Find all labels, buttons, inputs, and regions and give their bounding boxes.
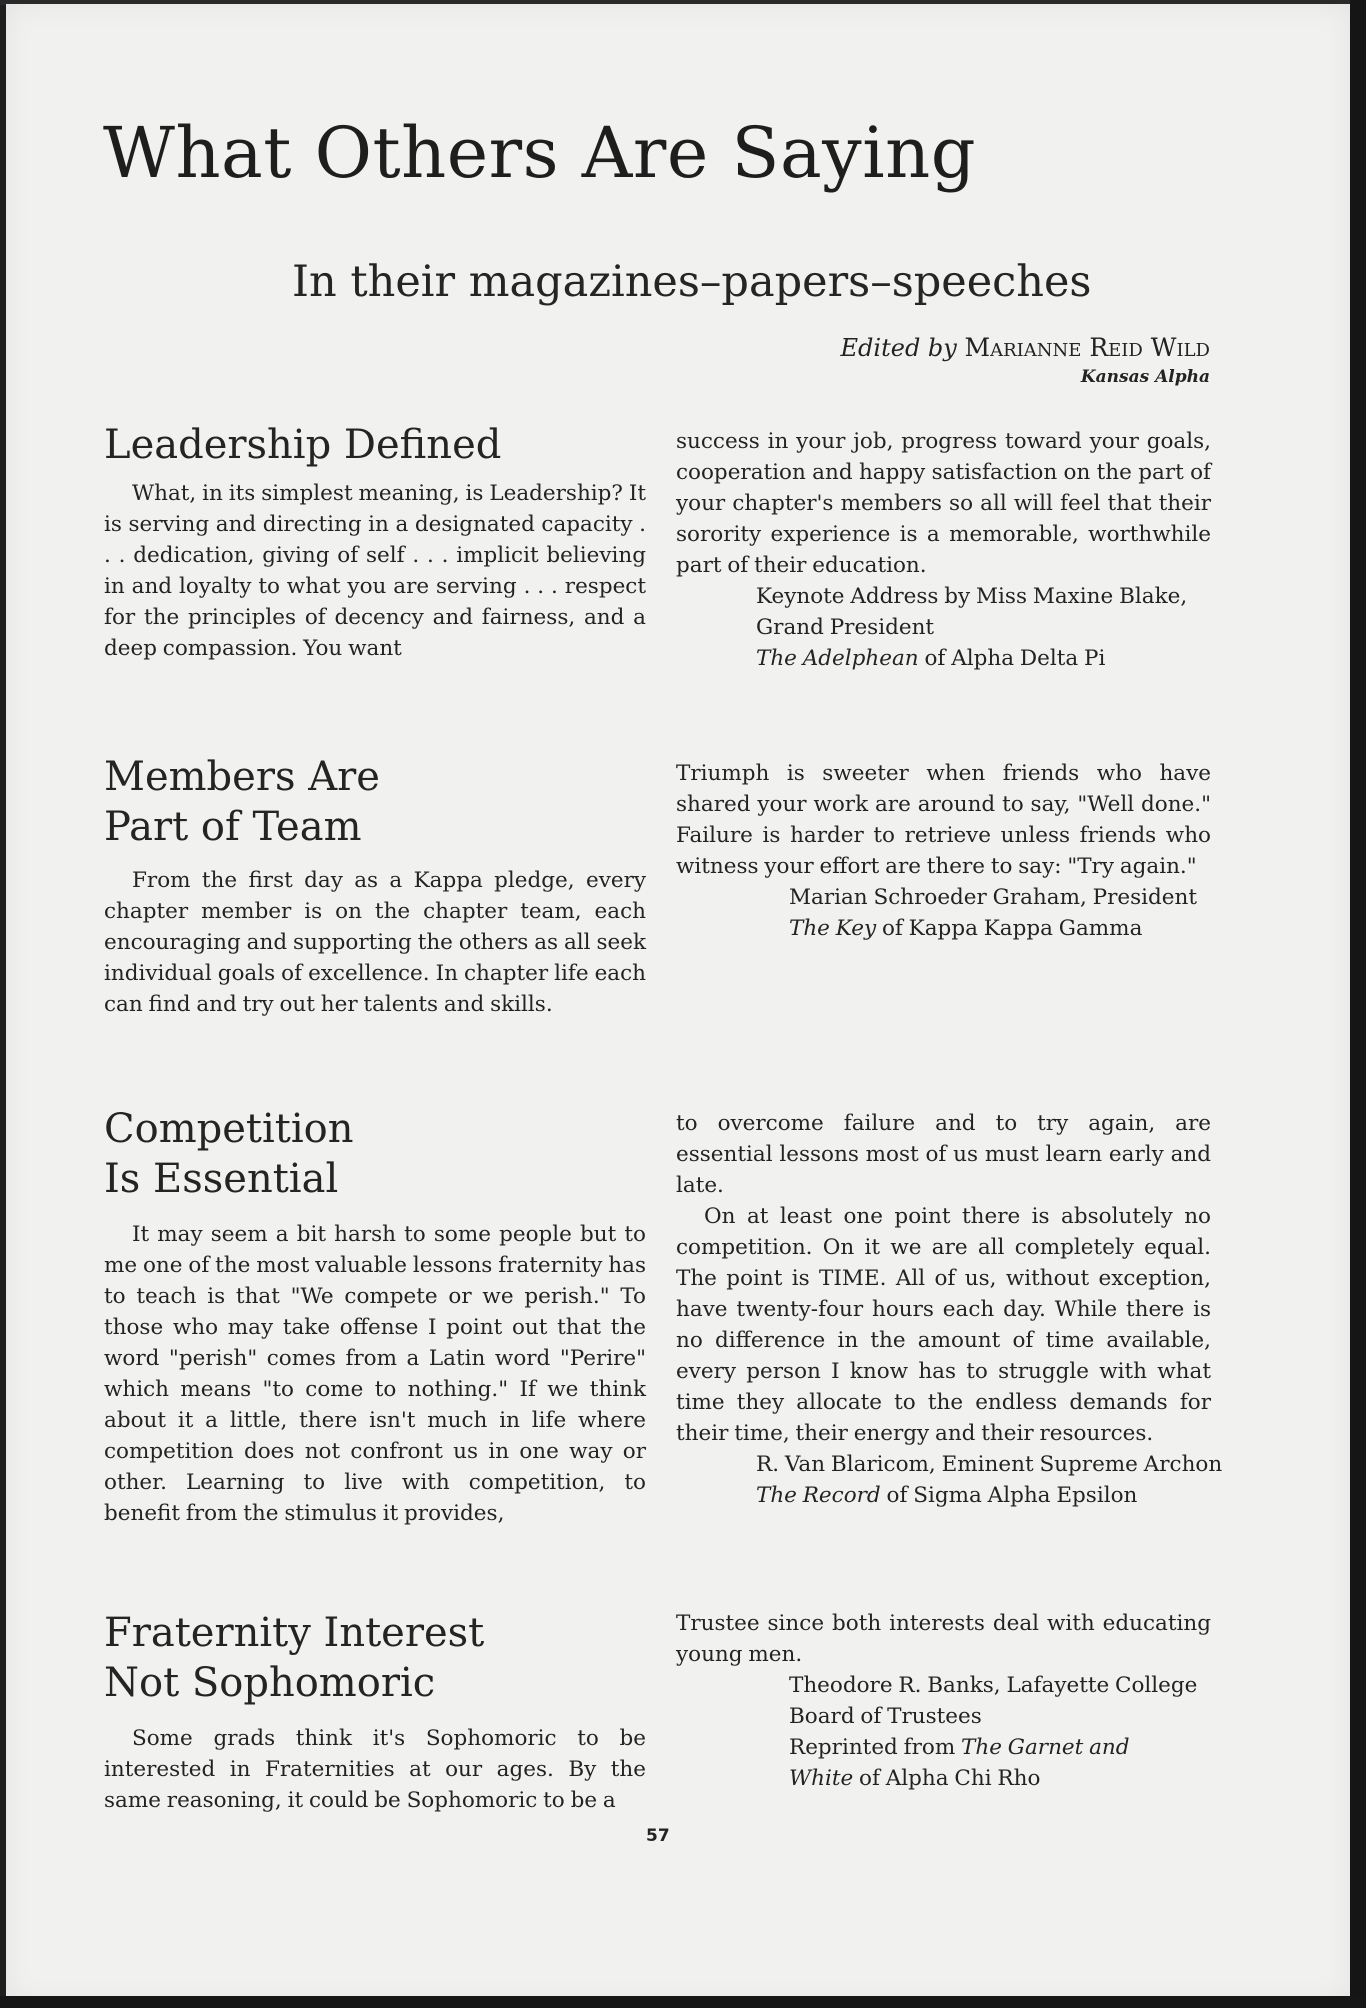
- attribution-line: Keynote Address by Miss Maxine Blake,: [756, 584, 1188, 609]
- section-fraternity-left-column: [104, 1723, 646, 1816]
- section-members-left-column: [104, 865, 646, 1020]
- section-title-members: Members Are Part of Team: [104, 754, 380, 850]
- section-competition-left-column: [104, 1219, 646, 1529]
- section-title-fraternity: Fraternity Interest Not Sophomoric: [104, 1610, 485, 1706]
- paragraph: Triumph is sweeter when friends who have shared your work are around to say, "Well done." Failure is harder to retrieve unless friends who witness your effort are there to say: "Try again.": [676, 761, 1211, 879]
- attribution-publication: White of Alpha Chi Rho: [789, 1766, 1041, 1791]
- attribution-line: Board of Trustees: [789, 1704, 982, 1729]
- section-title-leadership: Leadership Defined: [104, 422, 502, 468]
- paragraph: What, in its simplest meaning, is Leadership? It is serving and directing in a designated capacity . . . dedication, giving of self . . . implicit believing in and loyalty to what you are serving . . . respect for the principles of decency and fairness, and a deep compassion. You want: [104, 481, 646, 661]
- scan-edge-bottom: [0, 1996, 1366, 2008]
- scan-edge-right: [1350, 0, 1366, 2008]
- publication-title: The Record: [756, 1483, 881, 1508]
- attribution-line: R. Van Blaricom, Eminent Supreme Archon: [756, 1452, 1223, 1477]
- page-subtitle: In their magazines–papers–speeches: [292, 257, 1092, 307]
- publication-title: The Garnet and: [961, 1735, 1130, 1760]
- attribution-publication: Reprinted from The Garnet and: [789, 1735, 1130, 1760]
- publication-title: White: [789, 1766, 854, 1791]
- paragraph: From the first day as a Kappa pledge, every chapter member is on the chapter team, each encouraging and supporting the others as all seek individual goals of excellence. In chapter life each can find and try out her talents and skills.: [104, 868, 646, 1017]
- page-title: What Others Are Saying: [103, 112, 977, 194]
- attribution-publication: The Record of Sigma Alpha Epsilon: [756, 1483, 1138, 1508]
- edited-by-label: Edited by: [840, 334, 957, 362]
- section-leadership-right-column: [676, 426, 1211, 674]
- editor-credit: [841, 333, 1210, 362]
- publication-title: The Key: [789, 916, 877, 941]
- attribution-publication: The Adelphean of Alpha Delta Pi: [756, 646, 1106, 671]
- paragraph: Trustee since both interests deal with educating young men.: [676, 1611, 1211, 1667]
- paragraph: On at least one point there is absolutely no competition. On it we are all completely equal. The point is TIME. All of us, without exception, have twenty-four hours each day. While there is no difference in the amount of time available, every person I know has to struggle with what time they allocate to the endless demands for their time, their energy and their resources.: [676, 1204, 1211, 1446]
- attribution-line: Grand President: [756, 615, 935, 640]
- paragraph: It may seem a bit harsh to some people but to me one of the most valuable lessons fraternity has to teach is that "We compete or we perish." To those who may take offense I point out that the word "perish" comes from a Latin word "Perire" which means "to come to nothing." If we think about it a little, there isn't much in life where competition does not confront us in one way or other. Learning to live with competition, to benefit from the stimulus it provides,: [104, 1222, 646, 1526]
- attribution-publication: The Key of Kappa Kappa Gamma: [789, 916, 1143, 941]
- section-fraternity-right-column: [676, 1608, 1211, 1794]
- section-title-competition: Competition Is Essential: [104, 1106, 354, 1202]
- paragraph: Some grads think it's Sophomoric to be interested in Fraternities at our ages. By the same reasoning, it could be Sophomoric to be a: [104, 1726, 646, 1813]
- publication-title: The Adelphean: [756, 646, 919, 671]
- section-competition-right-column: [676, 1108, 1223, 1511]
- attribution-line: Theodore R. Banks, Lafayette College: [789, 1673, 1198, 1698]
- paragraph: success in your job, progress toward your goals, cooperation and happy satisfaction on the part of your chapter's members so all will feel that their sorority experience is a memorable, worthwhile part of their education.: [676, 429, 1211, 578]
- paragraph: to overcome failure and to try again, are essential lessons most of us must learn early and late.: [676, 1111, 1211, 1198]
- editor-affiliation: Kansas Alpha: [1080, 367, 1210, 387]
- attribution-line: Marian Schroeder Graham, President: [789, 885, 1197, 910]
- section-members-right-column: [676, 758, 1211, 944]
- editor-name: Marianne Reid Wild: [964, 333, 1210, 362]
- page-number: 57: [646, 1826, 670, 1846]
- section-leadership-left-column: [104, 478, 646, 664]
